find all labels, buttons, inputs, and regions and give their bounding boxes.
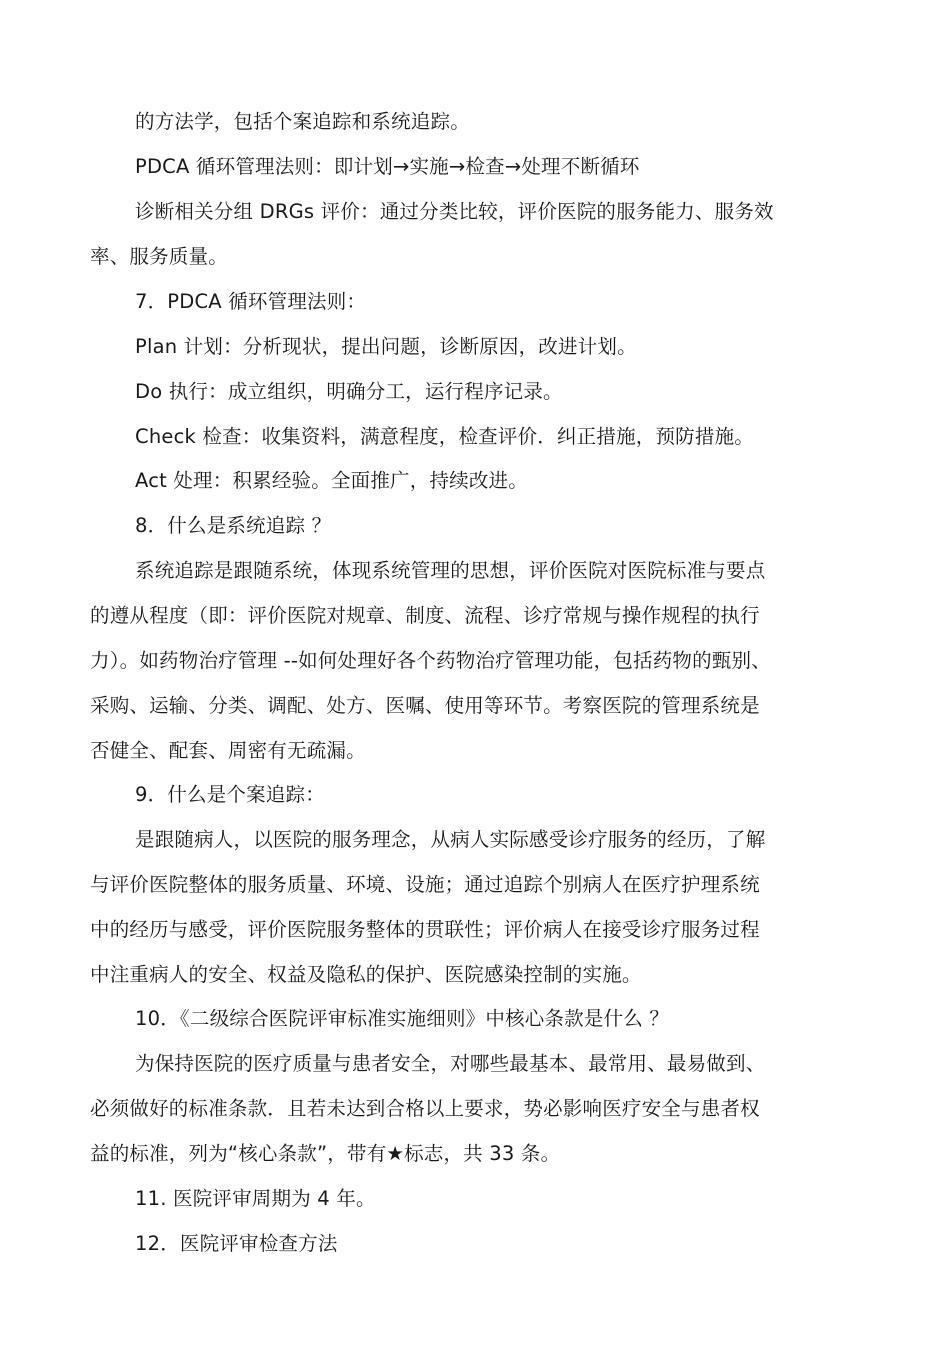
section-heading: 10．《二级综合医院评审标准实施细则》中核心条款是什么 ？ [135,1007,670,1030]
text-line: 采购、运输、分类、调配、处方、医嘱、使用等环节。考察医院的管理系统是 [90,694,760,717]
text-line: 中注重病人的安全、权益及隐私的保护、医院感染控制的实施。 [90,963,642,986]
text-line: 否健全、配套、周密有无疏漏。 [90,739,366,762]
text-line: 中的经历与感受，评价医院服务整体的贯联性；评价病人在接受诊疗服务过程 [90,918,760,941]
section-heading: 11. 医院评审周期为 4 年。 [135,1187,376,1210]
section-heading: 8．什么是系统追踪 ？ [135,514,332,537]
section-heading: 7．PDCA 循环管理法则： [135,290,367,313]
section-heading: 9．什么是个案追踪： [135,783,325,806]
text-line: Plan 计划：分析现状，提出问题，诊断原因，改进计划。 [135,335,637,358]
text-line: 诊断相关分组 DRGs 评价：通过分类比较，评价医院的服务能力、服务效 [135,200,774,223]
text-line: 益的标准，列为“核心条款”，带有★标志，共 33 条。 [90,1142,561,1165]
text-line: 率、服务质量。 [90,245,228,268]
text-line: 必须做好的标准条款．且若未达到合格以上要求，势必影响医疗安全与患者权 [90,1097,760,1120]
text-line: 系统追踪是跟随系统，体现系统管理的思想，评价医院对医院标准与要点 [135,559,766,582]
text-line: 力）。如药物治疗管理 --如何处理好各个药物治疗管理功能，包括药物的甄别、 [90,649,771,672]
text-line: Check 检查：收集资料，满意程度，检查评价．纠正措施，预防措施。 [135,425,754,448]
text-line: Act 处理：积累经验。全面推广，持续改进。 [135,469,528,492]
text-line: PDCA 循环管理法则：即计划→实施→检查→处理不断循环 [135,155,640,178]
section-heading: 12．医院评审检查方法 [135,1232,338,1255]
text-line: 是跟随病人，以医院的服务理念，从病人实际感受诊疗服务的经历，了解 [135,828,766,851]
text-line: 与评价医院整体的服务质量、环境、设施；通过追踪个别病人在医疗护理系统 [90,873,760,896]
text-line: 的遵从程度（即：评价医院对规章、制度、流程、诊疗常规与操作规程的执行 [90,604,760,627]
text-line: Do 执行：成立组织，明确分工，运行程序记录。 [135,380,563,403]
text-line: 为保持医院的医疗质量与患者安全，对哪些最基本、最常用、最易做到、 [135,1052,766,1075]
text-line: 的方法学，包括个案追踪和系统追踪。 [135,110,470,133]
